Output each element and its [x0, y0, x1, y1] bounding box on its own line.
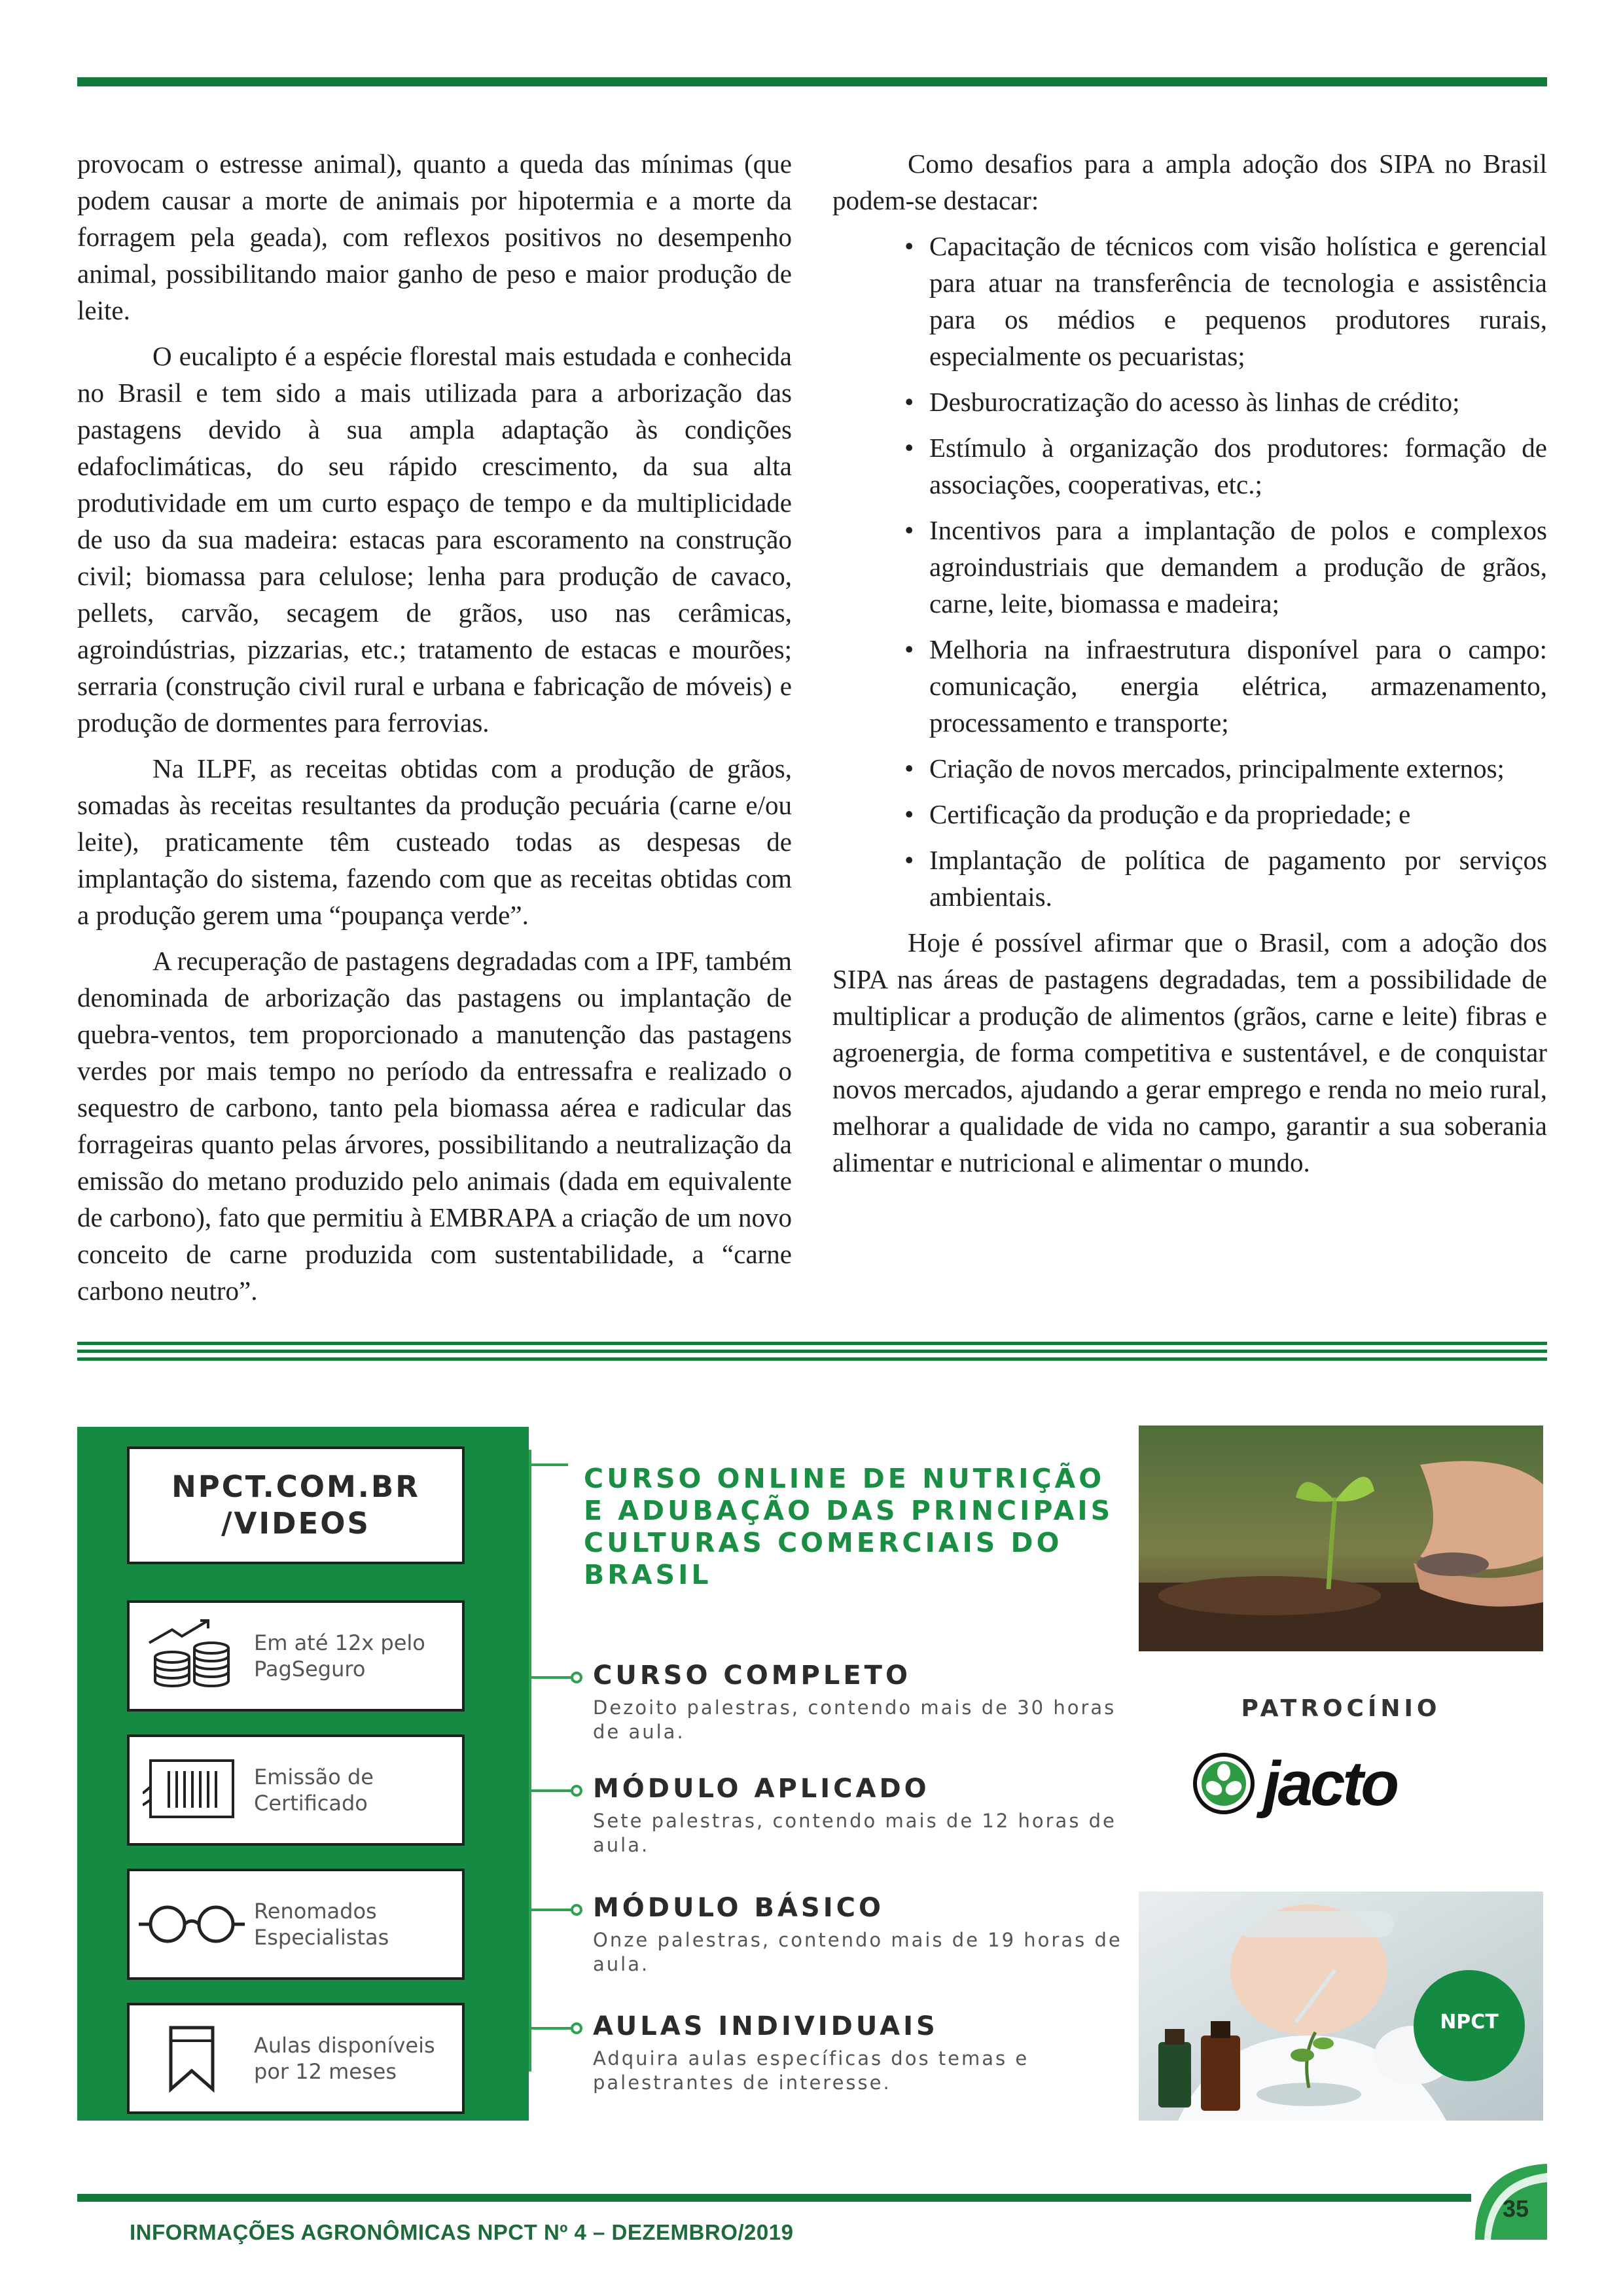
timeline-dot — [571, 1904, 582, 1916]
feature-card — [127, 1600, 465, 1712]
right-column — [832, 145, 1547, 1190]
feature-card — [127, 1869, 465, 1980]
paragraph: Na ILPF, as receitas obtidas com a produção de grãos, somadas às receitas resultantes da produção pecuária (carne e/ou leite), praticamente têm custeado todas as despesas de implantação do sistema, fazendo com que as receitas obtidas com a produção gerem uma “poupança verde”. — [77, 753, 792, 930]
timeline-tick — [529, 1463, 568, 1466]
page-number: 35 — [1502, 2195, 1529, 2222]
ad-url-box[interactable] — [127, 1446, 465, 1564]
ad-panel — [77, 1427, 529, 2121]
bottom-rule — [77, 2194, 1471, 2202]
timeline-line — [529, 1450, 531, 2072]
feature-card — [127, 1734, 465, 1846]
timeline-dot — [571, 2022, 582, 2034]
list-item: • Implantação de política de pagamento por serviços ambientais. — [929, 842, 1547, 915]
timeline-tick — [529, 1909, 575, 1911]
course-description: Sete palestras, contendo mais de 12 horas de aula. — [593, 1810, 1116, 1856]
sponsor-label: PATROCÍNIO — [1241, 1695, 1441, 1722]
course-option[interactable] — [593, 2010, 1136, 2095]
timeline-dot — [571, 1785, 582, 1797]
bookmark-icon — [130, 2022, 254, 2094]
certificate-icon — [130, 1754, 254, 1826]
left-column — [77, 145, 792, 1318]
course-heading: MÓDULO APLICADO — [593, 1774, 930, 1804]
list-item: • Criação de novos mercados, principalmente externos; — [929, 750, 1547, 787]
jacto-logo[interactable] — [1191, 1748, 1479, 1820]
npct-badge — [1414, 1970, 1525, 2081]
feature-label: Emissão de Certificado — [254, 1765, 374, 1816]
course-description: Onze palestras, contendo mais de 19 horas de aula. — [593, 1929, 1122, 1975]
list-item: • Estímulo à organização dos produtores: formação de associações, cooperativas, etc.; — [929, 429, 1547, 503]
timeline-dot — [571, 1672, 582, 1683]
paragraph: O eucalipto é a espécie florestal mais estudada e conhecida no Brasil e tem sido a mais utilizada para a arborização das pastagens devido à sua ampla adaptação às condições edafoclimáticas, do seu rápido crescimento, da sua alta produtividade em um curto espaço de tempo e da multiplicidade de uso da sua madeira: estacas para escoramento na construção civil; biomassa para celulose; lenha para produção de cavaco, pellets, carvão, secagem de grãos, uso nas cerâmicas, agroindústrias, pizzarias, etc.; tratamento de estacas e mourões; serraria (construção civil rural e urbana e fabricação de móveis) e produção de dormentes para ferrovias. — [77, 341, 792, 738]
feature-label: Em até 12x pelo PagSeguro — [254, 1630, 425, 1681]
list-item: • Capacitação de técnicos com visão holística e gerencial para atuar na transferência de tecnologia e assistência para os médios e pequenos produtores rurais, especialmente os pecuaristas; — [929, 228, 1547, 374]
challenges-list — [832, 228, 1547, 915]
timeline-tick — [529, 1676, 575, 1679]
separator-line — [77, 1350, 1547, 1353]
paragraph: Hoje é possível afirmar que o Brasil, com a adoção dos SIPA nas áreas de pastagens degradadas, tem a possibilidade de multiplicar a produção de alimentos (grãos, carne e leite) fibras e agroenergia, de forma competitiva e sustentável, e de conquistar novos mercados, ajudando a gerar emprego e renda no meio rural, melhorar a qualidade de vida no campo, garantir a sua soberania alimentar e nutricional e alimentar o mundo. — [832, 927, 1547, 1177]
list-item: • Certificação da produção e da propriedade; e — [929, 796, 1547, 833]
seedling-photo — [1139, 1426, 1543, 1651]
npct-badge-text: NPCT — [1440, 2011, 1499, 2034]
course-description: Dezoito palestras, contendo mais de 30 horas de aula. — [593, 1696, 1116, 1743]
separator-line — [77, 1357, 1547, 1361]
feature-label: Renomados Especialistas — [254, 1899, 389, 1950]
course-heading: CURSO COMPLETO — [593, 1660, 911, 1691]
list-item: • Desburocratização do acesso às linhas de crédito; — [929, 384, 1547, 420]
jacto-logo-text: jacto — [1263, 1749, 1397, 1819]
footer-text: INFORMAÇÕES AGRONÔMICAS NPCT Nº 4 – DEZEMBRO/2019 — [130, 2220, 794, 2244]
top-rule — [77, 77, 1547, 86]
coins-growth-icon — [130, 1617, 254, 1695]
timeline-tick — [529, 1789, 575, 1792]
course-heading: MÓDULO BÁSICO — [593, 1893, 884, 1923]
course-option[interactable] — [593, 1772, 1136, 1857]
lab-photo — [1139, 1892, 1543, 2121]
course-description: Adquira aulas específicas dos temas e palestrantes de interesse. — [593, 2047, 1029, 2094]
glasses-icon — [130, 1898, 254, 1950]
feature-label: Aulas disponíveis por 12 meses — [254, 2033, 435, 2084]
ad-url-line: NPCT.COM.BR — [171, 1469, 420, 1504]
paragraph: provocam o estresse animal), quanto a queda das mínimas (que podem causar a morte de animais por hipotermia e a morte da forragem pela geada), com reflexos positivos no desempenho animal, possibilitando maior ganho de peso e maior produção de leite. — [77, 149, 792, 325]
paragraph: A recuperação de pastagens degradadas com a IPF, também denominada de arborização das pastagens ou implantação de quebra-ventos, tem proporcionado a manutenção das pastagens verdes por mais tempo no período da entressafra e realizado o sequestro de carbono, tanto pela biomassa aérea e radicular das forrageiras quanto pelas árvores, possibilitando a neutralização da emissão do metano produzido pelo animais (dada em equivalente de carbono), fato que permitiu à EMBRAPA a criação de um novo conceito de carne produzida com sustentabilidade, a “carne carbono neutro”. — [77, 946, 792, 1306]
course-heading: AULAS INDIVIDUAIS — [593, 2011, 938, 2041]
timeline-tick — [529, 2027, 575, 2030]
separator-line — [77, 1342, 1547, 1345]
feature-card — [127, 2003, 465, 2114]
paragraph: Como desafios para a ampla adoção dos SIPA no Brasil podem-se destacar: — [832, 149, 1547, 215]
course-option[interactable] — [593, 1659, 1136, 1744]
list-item: • Melhoria na infraestrutura disponível para o campo: comunicação, energia elétrica, armazenamento, processamento e transporte; — [929, 631, 1547, 741]
course-option[interactable] — [593, 1892, 1136, 1977]
course-title: CURSO ONLINE DE NUTRIÇÃO E ADUBAÇÃO DAS PRINCIPAIS CULTURAS COMERCIAIS DO BRASIL — [584, 1463, 1114, 1590]
ad-url-line: /VIDEOS — [221, 1506, 370, 1541]
list-item: • Incentivos para a implantação de polos e complexos agroindustriais que demandem a produção de grãos, carne, leite, biomassa e madeira; — [929, 512, 1547, 622]
